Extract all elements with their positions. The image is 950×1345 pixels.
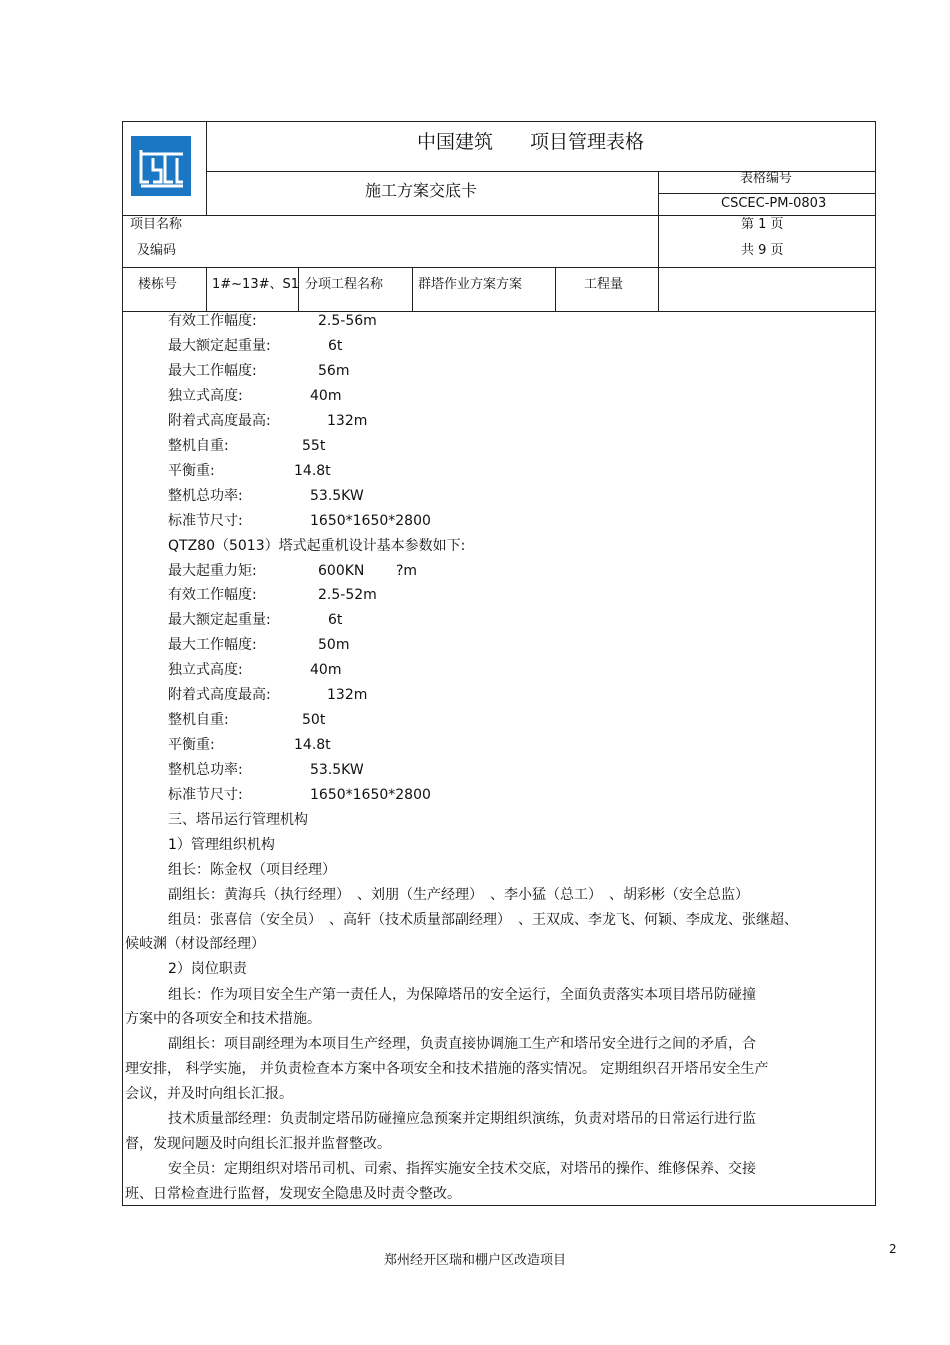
spec-value: 600KN (318, 563, 365, 579)
duty-paragraph: 组长：作为项目安全生产第一责任人，为保障塔吊的安全运行，全面负责落实本项目塔吊防碰撞 (168, 987, 756, 1003)
table-line (206, 121, 207, 215)
spec-value: 1650*1650*2800 (310, 513, 431, 529)
spec-value: 6t (328, 612, 343, 628)
org-deputies: 副组长：黄海兵（执行经理） 、刘朋（生产经理） 、李小猛（总工） 、胡彩彬（安全总监） (168, 887, 749, 903)
duty-paragraph: 副组长：项目副经理为本项目生产经理，负责直接协调施工生产和塔吊安全进行之间的矛盾，合 (168, 1036, 756, 1052)
table-border-bottom (122, 1205, 876, 1206)
spec-value: 56m (318, 363, 350, 379)
table-line (555, 267, 556, 311)
spec-label: 独立式高度: (168, 388, 243, 404)
org-leader: 组长：陈金权（项目经理） (168, 862, 336, 878)
spec-label: 附着式高度最高: (168, 413, 271, 429)
table-border-top (122, 121, 876, 122)
section-heading: 三、塔吊运行管理机构 (168, 812, 308, 828)
spec-value: 50m (318, 637, 350, 653)
duty-paragraph: 技术质量部经理：负责制定塔吊防碰撞应急预案并定期组织演练，负责对塔吊的日常运行进行监 (168, 1111, 756, 1127)
table-line (122, 267, 876, 268)
spec-value: 53.5KW (310, 762, 364, 778)
spec-label: 最大工作幅度: (168, 363, 257, 379)
spec-label: 整机总功率: (168, 762, 243, 778)
spec-value: 2.5-52m (318, 587, 377, 603)
cscec-logo (131, 136, 191, 196)
spec-value: 50t (302, 712, 326, 728)
project-name-label: 项目名称 (130, 217, 183, 232)
table-line (658, 193, 876, 194)
spec-label: 平衡重: (168, 737, 215, 753)
table-border-right (875, 121, 876, 1206)
cscec-logo-icon (131, 136, 191, 196)
table-line (412, 267, 413, 311)
spec-label: 最大额定起重量: (168, 338, 271, 354)
footer-project-name: 郑州经开区瑞和棚户区改造项目 (383, 1253, 566, 1268)
duty-paragraph-cont: 督，发现问题及时向组长汇报并监督整改。 (125, 1136, 391, 1152)
spec-value: 14.8t (294, 463, 331, 479)
table-border-left (122, 121, 123, 1206)
org-members: 组员：张喜信（安全员） 、高轩（技术质量部副经理） 、王双成、李龙飞、何颖、李成龙、张继超、 (168, 912, 798, 928)
spec-label: 最大起重力矩: (168, 563, 257, 579)
spec-value: 14.8t (294, 737, 331, 753)
form-category-title: 项目管理表格 (530, 131, 645, 153)
page-total: 共 9 页 (741, 243, 784, 258)
org-members-cont: 候岐渊（材设部经理） (125, 936, 265, 952)
quantity-label: 工程量 (584, 277, 624, 292)
page-current: 第 1 页 (741, 217, 784, 232)
spec-label: 平衡重: (168, 463, 215, 479)
duty-paragraph-cont: 理安排， 科学实施， 并负责检查本方案中各项安全和技术措施的落实情况。 定期组织召开塔吊安全生产 (125, 1061, 769, 1077)
form-code-value: CSCEC-PM-0803 (721, 196, 827, 211)
spec-label: 整机总功率: (168, 488, 243, 504)
spec-value: 1650*1650*2800 (310, 787, 431, 803)
form-name: 施工方案交底卡 (365, 181, 478, 200)
project-code-label: 及编码 (137, 243, 177, 258)
spec-value: 6t (328, 338, 343, 354)
spec-label: 附着式高度最高: (168, 687, 271, 703)
table-line (206, 267, 207, 311)
spec-value-extra: ?m (396, 563, 418, 579)
spec-label: 最大额定起重量: (168, 612, 271, 628)
building-label: 楼栋号 (138, 277, 178, 292)
spec-value: 132m (327, 413, 368, 429)
page-number: 2 (889, 1242, 897, 1256)
spec-label: 整机自重: (168, 438, 229, 454)
spec-label: 最大工作幅度: (168, 637, 257, 653)
spec-2-heading: QTZ80（5013）塔式起重机设计基本参数如下: (168, 538, 466, 554)
duty-paragraph-cont: 班、日常检查进行监督，发现安全隐患及时责令整改。 (125, 1186, 461, 1202)
building-value: 1#~13#、S1 (212, 277, 300, 292)
spec-value: 40m (310, 662, 342, 678)
spec-label: 整机自重: (168, 712, 229, 728)
spec-value: 132m (327, 687, 368, 703)
subsection-heading: 1）管理组织机构 (168, 837, 275, 853)
company-name: 中国建筑 (417, 131, 494, 153)
form-code-label: 表格编号 (740, 171, 793, 186)
subsection-heading: 2）岗位职责 (168, 961, 247, 977)
sub-project-label: 分项工程名称 (305, 277, 384, 292)
duty-paragraph-cont: 会议，并及时向组长汇报。 (125, 1086, 293, 1102)
spec-label: 有效工作幅度: (168, 587, 257, 603)
duty-paragraph: 安全员：定期组织对塔吊司机、司索、指挥实施安全技术交底，对塔吊的操作、维修保养、交接 (168, 1161, 756, 1177)
spec-label: 标准节尺寸: (168, 513, 243, 529)
table-line (658, 171, 659, 311)
spec-value: 53.5KW (310, 488, 364, 504)
spec-value: 2.5-56m (318, 313, 377, 329)
sub-project-value: 群塔作业方案方案 (418, 277, 523, 292)
spec-label: 有效工作幅度: (168, 313, 257, 329)
spec-value: 40m (310, 388, 342, 404)
duty-paragraph-cont: 方案中的各项安全和技术措施。 (125, 1011, 321, 1027)
spec-value: 55t (302, 438, 326, 454)
spec-label: 标准节尺寸: (168, 787, 243, 803)
spec-label: 独立式高度: (168, 662, 243, 678)
